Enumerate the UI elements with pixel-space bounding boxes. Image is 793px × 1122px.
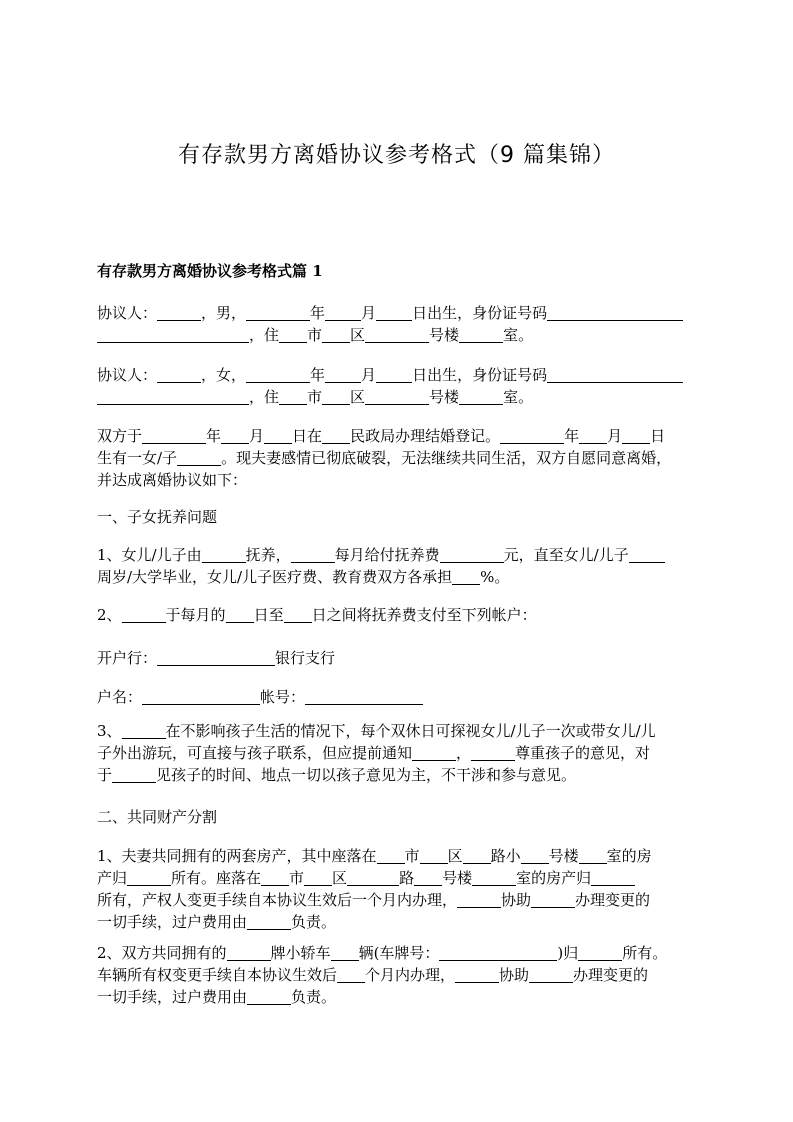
text-segment: 负责。: [291, 988, 337, 1006]
text-segment: 市: [404, 847, 420, 865]
blank: [337, 966, 365, 983]
blank: [157, 366, 201, 383]
text-segment: 周岁/大学毕业，女儿/儿子医疗费、教育费双方各承担: [97, 568, 453, 586]
text-segment: 个月内办理，: [365, 966, 456, 984]
text-segment: 所有。: [622, 944, 668, 962]
blank: [463, 847, 491, 864]
text-segment: 办理变更的: [575, 891, 651, 909]
text-segment: 区: [350, 326, 366, 344]
text-segment: 区: [332, 869, 348, 887]
text-segment: )归: [557, 944, 579, 962]
text-segment: 产归: [97, 869, 128, 887]
blank: [629, 546, 665, 563]
account-line: [97, 686, 697, 708]
text-segment: ，住: [249, 388, 280, 406]
text-segment: 银行支行: [275, 649, 336, 667]
blank: [122, 722, 166, 739]
text-segment: 日在: [292, 427, 323, 445]
text-segment: 年: [206, 427, 222, 445]
blank: [264, 427, 292, 444]
blank: [279, 326, 307, 343]
text-segment: 协助: [499, 966, 530, 984]
blank: [459, 326, 503, 343]
blank: [547, 304, 683, 321]
blank: [500, 427, 564, 444]
bank-line: [97, 647, 697, 669]
text-segment: 车辆所有权变更手续自本协议生效后: [97, 966, 338, 984]
blank: [376, 304, 412, 321]
text-segment: 市: [307, 326, 323, 344]
text-segment: 号楼: [548, 847, 579, 865]
party-2-paragraph: [97, 364, 697, 408]
text-segment: 协议人：: [97, 366, 158, 384]
blank: [529, 966, 573, 983]
property-clause-1: [97, 845, 697, 933]
text-segment: 一切手续，过户费用由: [97, 913, 248, 931]
blank: [531, 891, 575, 908]
custody-clause-3: [97, 720, 697, 786]
text-segment: 日至: [253, 606, 284, 624]
text-segment: 开户行：: [97, 649, 158, 667]
blank: [547, 366, 683, 383]
blank: [325, 366, 361, 383]
blank: [365, 388, 429, 405]
blank: [420, 847, 448, 864]
blank: [157, 649, 275, 666]
blank: [227, 944, 271, 961]
text-segment: 月: [607, 427, 623, 445]
blank: [226, 606, 254, 623]
blank: [578, 944, 622, 961]
text-segment: 于每月的: [165, 606, 226, 624]
blank: [591, 869, 635, 886]
text-segment: 双方于: [97, 427, 143, 445]
blank: [322, 388, 350, 405]
blank: [202, 546, 246, 563]
blank: [622, 427, 650, 444]
blank: [305, 688, 423, 705]
text-segment: 年: [310, 304, 326, 322]
text-segment: 1、女儿/儿子由: [97, 546, 202, 564]
text-segment: 户名：: [97, 688, 143, 706]
blank: [455, 966, 499, 983]
text-segment: 日出生，身份证号码: [412, 366, 548, 384]
custody-clause-1: [97, 544, 697, 588]
text-segment: 月: [361, 304, 377, 322]
party-1-paragraph: [97, 302, 697, 346]
text-segment: 2、双方共同拥有的: [97, 944, 227, 962]
blank: [452, 568, 480, 585]
blank: [247, 988, 291, 1005]
text-segment: 室的房: [606, 847, 652, 865]
document-title: 有存款男方离婚协议参考格式（9 篇集锦）: [178, 143, 615, 168]
text-segment: ，男，: [201, 304, 247, 322]
blank: [439, 944, 557, 961]
blank: [177, 449, 221, 466]
text-segment: 年: [310, 366, 326, 384]
blank: [377, 847, 405, 864]
blank: [221, 427, 249, 444]
text-segment: 在不影响孩子生活的情况下，每个双休日可探视女儿/儿子一次或带女儿/儿: [165, 722, 656, 740]
blank: [97, 326, 249, 343]
text-segment: 日出生，身份证号码: [412, 304, 548, 322]
text-segment: 负责。: [291, 913, 337, 931]
text-segment: 室。: [503, 326, 534, 344]
text-segment: 抚养，: [245, 546, 291, 564]
text-segment: ，女，: [201, 366, 247, 384]
text-segment: 室。: [503, 388, 534, 406]
text-segment: 日: [650, 427, 666, 445]
text-segment: 牌小轿车: [270, 944, 331, 962]
blank: [261, 869, 289, 886]
blank: [521, 847, 549, 864]
text-segment: 室的房产归: [516, 869, 592, 887]
text-segment: 日之间将抚养费支付至下列帐户：: [311, 606, 537, 624]
text-segment: 2、: [97, 606, 122, 624]
text-segment: 号楼: [442, 869, 473, 887]
blank: [142, 427, 206, 444]
text-segment: 辆(车牌号：: [358, 944, 440, 962]
text-segment: 区: [350, 388, 366, 406]
marriage-paragraph: [97, 425, 697, 491]
blank: [414, 869, 442, 886]
text-segment: 号楼: [429, 326, 460, 344]
blank: [127, 869, 171, 886]
blank: [347, 869, 399, 886]
heading-property-division: 二、共同财产分割: [97, 808, 218, 826]
text-segment: 子外出游玩，可直接与孩子联系，但应提前通知: [97, 744, 413, 762]
text-segment: 市: [307, 388, 323, 406]
text-segment: 月: [361, 366, 377, 384]
text-segment: 协议人：: [97, 304, 158, 322]
blank: [331, 944, 359, 961]
blank: [579, 847, 607, 864]
text-segment: ，: [456, 744, 472, 762]
text-segment: 民政局办理结婚登记。: [350, 427, 501, 445]
property-clause-2: [97, 942, 697, 1008]
blank: [122, 606, 166, 623]
text-segment: 所有。座落在: [171, 869, 262, 887]
blank: [304, 869, 332, 886]
text-segment: 月: [249, 427, 265, 445]
text-segment: 协助: [501, 891, 532, 909]
blank: [322, 427, 350, 444]
blank: [322, 326, 350, 343]
text-segment: 帐号：: [260, 688, 306, 706]
text-segment: 每月给付抚养费: [334, 546, 440, 564]
text-segment: 办理变更的: [573, 966, 649, 984]
text-segment: 区: [447, 847, 463, 865]
text-segment: 3、: [97, 722, 122, 740]
text-segment: %。: [480, 568, 510, 586]
blank: [284, 606, 312, 623]
text-segment: 所有，产权人变更手续自本协议生效后一个月内办理，: [97, 891, 458, 909]
blank: [157, 304, 201, 321]
text-segment: 并达成离婚协议如下：: [97, 471, 248, 489]
blank: [325, 304, 361, 321]
custody-clause-2: [97, 604, 697, 626]
blank: [457, 891, 501, 908]
blank: [279, 388, 307, 405]
blank: [365, 326, 429, 343]
text-segment: 1、夫妻共同拥有的两套房产，其中座落在: [97, 847, 377, 865]
text-segment: 生有一女/子: [97, 449, 178, 467]
section-subtitle: 有存款男方离婚协议参考格式篇 1: [97, 262, 323, 280]
blank: [459, 388, 503, 405]
blank: [291, 546, 335, 563]
text-segment: 市: [289, 869, 305, 887]
text-segment: 路: [399, 869, 415, 887]
text-segment: 号楼: [429, 388, 460, 406]
blank: [247, 913, 291, 930]
text-segment: 一切手续，过户费用由: [97, 988, 248, 1006]
text-segment: 路小: [490, 847, 521, 865]
blank: [412, 744, 456, 761]
blank: [112, 766, 156, 783]
heading-child-custody: 一、子女抚养问题: [97, 508, 218, 526]
blank: [97, 388, 249, 405]
text-segment: ，住: [249, 326, 280, 344]
text-segment: 见孩子的时间、地点一切以孩子意见为主，不干涉和参与意见。: [156, 766, 577, 784]
blank: [376, 366, 412, 383]
text-segment: 年: [564, 427, 580, 445]
blank: [471, 744, 515, 761]
text-segment: 。现夫妻感情已彻底破裂，无法继续共同生活，双方自愿同意离婚，: [221, 449, 672, 467]
blank: [246, 366, 310, 383]
text-segment: 元，直至女儿/儿子: [503, 546, 629, 564]
blank: [142, 688, 260, 705]
text-segment: 于: [97, 766, 113, 784]
blank: [472, 869, 516, 886]
blank: [579, 427, 607, 444]
text-segment: 尊重孩子的意见，对: [515, 744, 651, 762]
blank: [440, 546, 504, 563]
blank: [246, 304, 310, 321]
